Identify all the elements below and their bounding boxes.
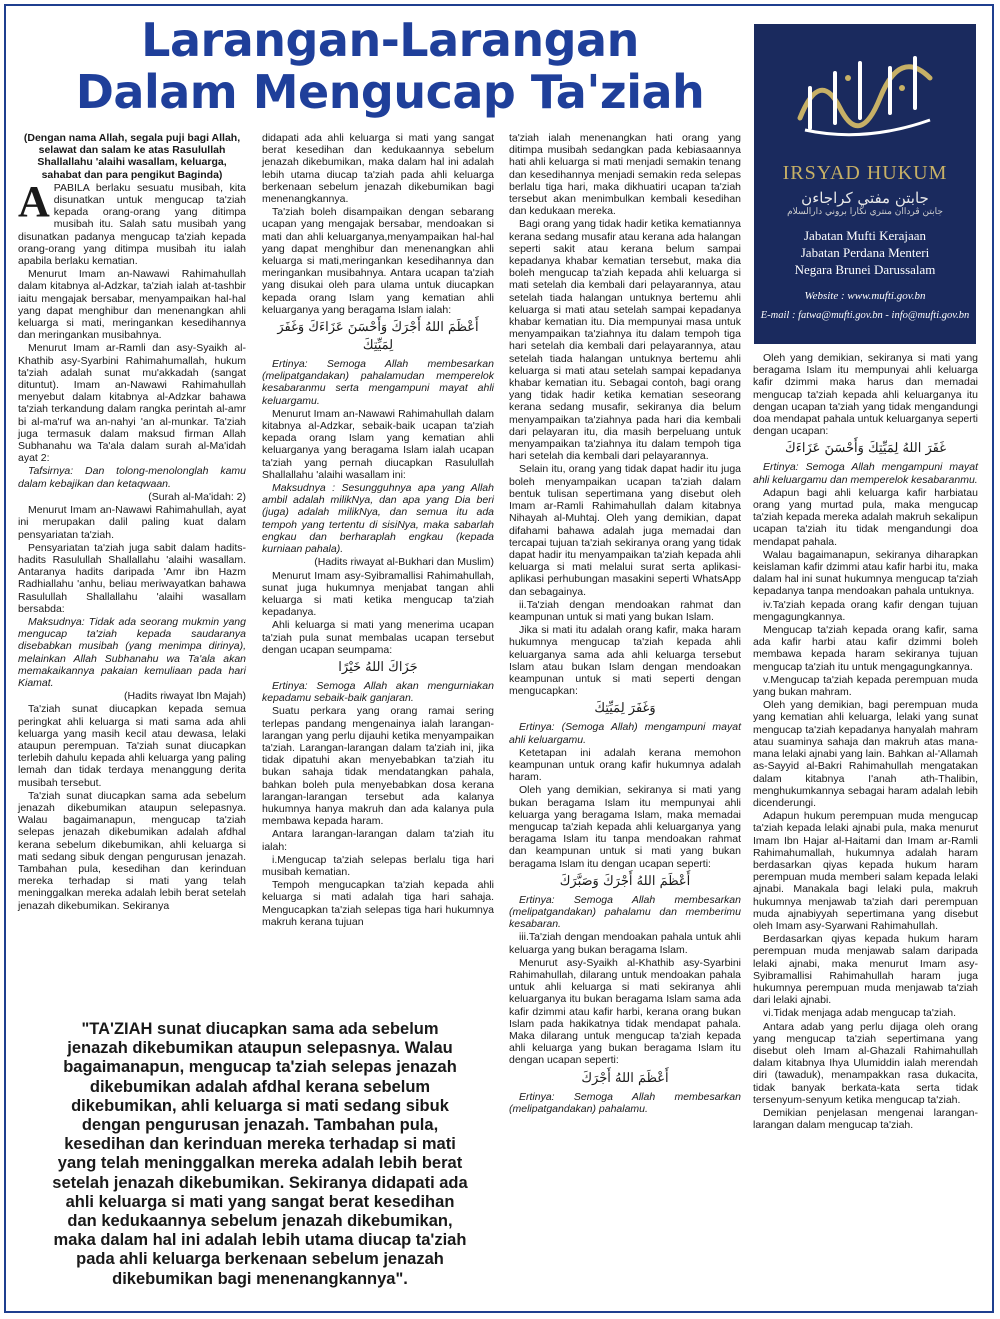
arabic-text: أَعْظَمَ اللهُ أَجْرَكَ وَصَبَّرَكَ	[559, 873, 691, 889]
article-column-3	[509, 132, 741, 1116]
drop-cap: A	[18, 176, 50, 226]
arabic-text: أَعْظَمَ اللهُ أَجْرَكَ	[581, 1070, 669, 1086]
paragraph: Berdasarkan qiyas kepada hukum haram perempuan muda menjawab salam daripada lelaki ajnabi, maka menurut Imam asy-Syibramallisi Rahimahullah haram juga hukumnya perempuan muda menjawab ta'ziah dari lelaki ajnabi.	[753, 933, 978, 1007]
logo-name: IRSYAD HUKUM	[782, 162, 948, 184]
paragraph: Ta'ziah sunat diucapkan kepada semua peringkat ahli keluarga si mati sama ada ahli keluarga yang masih kecil atau dewasa, lelaki ataupun perempuan. Ta'ziah sunat diucapkan terlebih dahulu kepada ahli keluarga yang paling lemah dan tidak terdaya menanggung derita musibah tersebut.	[18, 703, 246, 789]
citation: (Hadits riwayat Ibn Majah)	[124, 690, 246, 703]
paragraph: Demikian penjelasan mengenai larangan-larangan dalam mengucap ta'ziah.	[753, 1106, 978, 1132]
arabic-text: وَغَفَرَ لِمَيِّتِكَ	[594, 701, 656, 717]
translation: Ertinya: Semoga Allah membesarkan (melipatgandakan) pahalamudan memperelok kesabaranmu serta mengampuni mayat ahli keluargamu.	[262, 358, 494, 407]
calligraphy-logo-icon	[754, 44, 976, 142]
translation: Ertinya: (Semoga Allah) mengampuni mayat ahli keluargamu.	[509, 721, 741, 746]
logo-jawi-sub: جابتن ڤرداان منتري نڬارا بروني دارالسلام	[787, 207, 943, 217]
article-column-4	[753, 352, 978, 1132]
paragraph: Menurut Imam asy-Syibramallisi Rahimahullah, sunat juga hukumnya menjabat tangan ahli keluarga si mati ketika mengucap ta'ziah kepadanya.	[262, 569, 494, 619]
paragraph: Ketetapan ini adalah kerana memohon keampunan untuk orang kafir hukumnya adalah haram.	[509, 746, 741, 784]
paragraph: Oleh yang demikian, sekiranya si mati yang beragama Islam itu mempunyai ahli keluarga kafir dzimmi maka harus dan memadai mengucap ta'ziah kepada ahli keluarganya itu dengan ucapan ta'ziah yang tidak mengandungi doa mendapat pahala untuk keluarganya seperti dengan ucapan:	[753, 352, 978, 438]
citation: (Hadits riwayat al-Bukhari dan Muslim)	[314, 556, 494, 569]
paragraph: Menurut Imam ar-Ramli dan asy-Syaikh al-Khathib asy-Syarbini Rahimahumallah, hukum ta'ziah adalah sunat mu'akkadah (sangat dituntut). Imam an-Nawawi Rahimahullah menyebut dalam kitabnya al-Adzkar bahawa ta'ziah terkandung dalam rangka perintah al-amr bi al-ma'ruf wa an-nahyi 'an al-munkar. Ta'ziah juga termasuk dalam maksud firman Allah Subhanahu wa Ta'ala dalam surah al-Ma'idah ayat 2:	[18, 342, 246, 465]
logo-website-link[interactable]: Website : www.mufti.gov.bn	[804, 290, 926, 302]
logo-jawi: جابتن مفتي كراجاءن	[801, 189, 929, 207]
translation: Ertinya: Semoga Allah membesarkan (melipatgandakan) pahalamu dan memberimu kesabaran.	[509, 893, 741, 931]
paragraph: Selain itu, orang yang tidak dapat hadir itu juga boleh menyampaikan ucapan ta'ziah dalam bentuk tulisan sepertimana yang disebut oleh Imam ar-Ramli Rahimahullah dalam kitabnya Nihayah al-Muhtaj. Oleh yang demikian, dapat difahami bahawa adalah juga memadai dan tercapai tujuan ta'ziah sekiranya orang yang tidak dapat hadir itu menyampaikan ta'ziah kepada ahli keluarga si mati melalui surat serta aplikasi-aplikasi perhubungan masakini seperti WhatsApp dan sebagainya.	[509, 463, 741, 598]
hadith-translation: Maksudnya : Sesungguhnya apa yang Allah ambil adalah milikNya, dan apa yang Dia beri (juga) adalah milikNya, dan semua itu ada tempoh yang tertentu di sisiNya, maka sabarlah engkau dan berharaplah engkau (kepada kurniaan pahala).	[262, 482, 494, 556]
title-line-2: Dalam Mengucap Ta'ziah	[75, 65, 705, 119]
org-line-3: Negara Brunei Darussalam	[794, 262, 936, 277]
arabic-text: غَفَرَ اللهُ لِمَيِّتِكَ وَأَحْسَنَ عَزَاءَكَ	[785, 441, 946, 457]
translation: Ertinya: Semoga Allah mengampuni mayat ahli keluargamu dan memperelok kesabaranmu.	[753, 461, 978, 486]
paragraph: Suatu perkara yang orang ramai sering terlepas pandang mengenainya ialah larangan-larangan yang perlu dijauhi ketika menyampaikan ta'ziah. Larangan-larangan dalam ta'ziah ini, jika tidak dipatuhi akan menyebabkan ta'ziah itu bukan sahaja tidak mendatangkan pahala, bahkan boleh pula menyebabkan dosa kerana larangan-larangan tersebut ada kalanya hukumnya hanya makruh dan ada kalanya pula membawa kepada haram.	[262, 705, 494, 828]
subheading: iv.Ta'ziah kepada orang kafir dengan tujuan mengagungkannya.	[753, 598, 978, 623]
paragraph: Oleh yang demikian, sekiranya si mati yang bukan beragama Islam itu mempunyai ahli keluarga yang beragama Islam, maka memadai mengucap ta'ziah kepada ahli keluarganya yang beragama Islam itu tanpa mendoakan rahmat dan keampunan untuk si mati yang bukan beragama Islam itu dengan ucapan seperti:	[509, 784, 741, 870]
subheading: v.Mengucap ta'ziah kepada perempuan muda yang bukan mahram.	[753, 673, 978, 699]
paragraph: Adapun hukum perempuan muda mengucap ta'ziah kepada lelaki ajnabi pula, maka menurut Imam Ibn Hajar al-Haitami dan Imam ar-Ramli Rahimahumallah, hukumnya adalah haram berdasarkan qiyas kepada hukum haram perempuan muda memberi salam kepada lelaki ajnabi. Manakala bagi lelaki pula, makruh hukumnya menjawab ta'ziah dari perempuan muda ajnabiyyah sepertimana yang disebut oleh Imam asy-Syarwani Rahimahullah.	[753, 810, 978, 932]
translation: Ertinya: Semoga Allah membesarkan (melipatgandakan) pahalamu.	[509, 1090, 741, 1115]
paragraph: Pensyariatan ta'ziah juga sabit dalam hadits-hadits Rasulullah Shallallahu 'alaihi wasallam. Antaranya hadits daripada 'Amr ibn Hazm Radhiallahu 'anhu, beliau meriwayatkan bahawa Rasulullah Shallallahu 'alaihi wasallam bersabda:	[18, 541, 246, 615]
paragraph: Ta'ziah sunat diucapkan sama ada sebelum jenazah dikebumikan ataupun selepasnya. Walau bagaimanapun, mengucap ta'ziah selepas jenazah dikebumikan adalah afdhal kerana sebelum dikebumikan, ahli keluarga si mati sedang sibuk dengan pengurusan jenazah. Tambahan pula, kesedihan dan kerinduan mereka terhadap si mati yang telah meninggalkan mereka adalah lebih berat setelah jenazah dikebumikan. Sekiranya	[18, 789, 246, 912]
subheading: iii.Ta'ziah dengan mendoakan pahala untuk ahli keluarga yang bukan beragama Islam.	[509, 931, 741, 956]
paragraph: Ahli keluarga si mati yang menerima ucapan ta'ziah pula sunat membalas ucapan tersebut dengan ucapan seumpama:	[262, 619, 494, 656]
pull-quote: "TA'ZIAH sunat diucapkan sama ada sebelum jenazah dikebumikan ataupun selepasnya. Walau bagaimanapun, mengucap ta'ziah selepas jenazah dikebumikan adalah afdhal kerana sebelum dikebumikan, ahli keluarga si mati sedang sibuk dengan pengurusan jenazah. Tambahan pula, kesedihan dan kerinduan mereka terhadap si mati yang telah meninggalkan mereka adalah lebih berat setelah jenazah dikebumikan. Sekiranya didapati ada ahli keluarga si mati yang sangat berat kesedihan dan kedukaannya sebelum jenazah dikebumikan, maka dalam hal ini adalah lebih utama diucap ta'ziah pada ahli keluarga berkenaan sebelum jenazah dikebumikan bagi menenangkannya".	[52, 1020, 468, 1288]
org-line-1: Jabatan Mufti Kerajaan	[803, 228, 926, 243]
paragraph: Bagi orang yang tidak hadir ketika kematiannya kerana sedang musafir atau kerana ada halangan seperti sakit atau kerana belum sampai kepadanya khabar kematian tersebut, maka dia boleh mengucap ta'ziah kepada ahli keluarga si mati setelah dia kembali dari pelayarannya, atau setelah tiada halangan untuknya bertemu ahli keluarga si mati atau setelah sampai kepadanya khabar kematian itu. Dia mempunyai masa untuk menyampaikan ta'ziahnya itu dalam tempoh tiga hari setelah dia kembali dari pelayarannya, atau setelah tiada halangan untuknya bertemu ahli keluarga si mati atau setelah sampai kepadanya khabar kematian itu. Sebagai contoh, bagi orang yang tidak hadir ketika kematian seseorang kerana sedang musafir, sekiranya dia belum menyampaikan ta'ziahnya pada hari dia kembali dari pelayaran itu, dia masih berpeluang untuk menyampaikan ta'ziahnya itu dalam tempoh tiga hari setelah dia kembali dari pelayarannya.	[509, 218, 741, 463]
paragraph: Jika si mati itu adalah orang kafir, maka haram hukumnya mengucap ta'ziah kepada ahli keluarganya sama ada ahli keluarga tersebut Islam atau bukan Islam dengan mendoakan keampunan untuk si mati seperti dengan mengucapkan:	[509, 624, 741, 698]
paragraph: Oleh yang demikian, bagi perempuan muda yang kematian ahli keluarga, lelaki yang sunat mengucap ta'ziah kepadanya hanyalah mahram atau suaminya sahaja dan makruh atas mana-mana lelaki ajnabi yang lain. Bahkan al-'Allamah as-Sayyid al-Bakri Rahimahullah mengatakan dalam kitabnya I'anah ath-Thalibin, menghukumkannya sebagai haram adalah lebih dicenderungi.	[753, 699, 978, 809]
subheading: vi.Tidak menjaga adab mengucap ta'ziah.	[763, 1007, 957, 1020]
paragraph: Tempoh mengucapkan ta'ziah kepada ahli keluarga si mati adalah tiga hari sahaja. Mengucapkan ta'ziah selepas tiga hari hukumnya makruh kerana tujuan	[262, 879, 494, 928]
article-column-2	[262, 132, 494, 929]
paragraph: Walau bagaimanapun, sekiranya diharapkan keislaman kafir dzimmi atau kafir harbi itu, maka dalam hal ini sunat hukumnya mengucap ta'ziah kepadanya tanpa mendoakan pahala untuknya.	[753, 548, 978, 598]
title-line-1: Larangan-Larangan	[141, 13, 639, 67]
irsyad-hukum-logo	[754, 24, 976, 344]
paragraph: Antara adab yang perlu dijaga oleh orang yang mengucap ta'ziah sepertimana yang disebut oleh Imam al-Ghazali Rahimahullah dalam kitabnya Ihya Ulumiddin ialah merendah diri (tawaduk), menampakkan rasa dukacita, tidak banyak berkata-kata serta tidak tersenyum-senyum ketika mengucap ta'ziah.	[753, 1020, 978, 1106]
paragraph: Menurut Imam an-Nawawi Rahimahullah dalam kitabnya al-Adzkar, sebaik-baik ucapan ta'ziah kepada orang Islam yang kematian ahli keluarganya yang beragama Islam ialah ucapan ta'ziah yang pernah diucapkan Rasulullah Shallallahu 'alaihi wasallam ini:	[262, 407, 494, 481]
paragraph: Antara larangan-larangan dalam ta'ziah itu ialah:	[262, 828, 494, 853]
subheading: ii.Ta'ziah dengan mendoakan rahmat dan keampunan untuk si mati yang bukan Islam.	[509, 598, 741, 623]
logo-email-link[interactable]: E-mail : fatwa@mufti.gov.bn - info@mufti.gov.bn	[760, 310, 970, 321]
hadith-translation: Maksudnya: Tidak ada seorang mukmin yang mengucap ta'ziah kepada saudaranya disebabkan musibah (yang menimpa dirinya), melainkan Allah Subhanahu wa Ta'ala akan memakaikannya pakaian kemuliaan pada hari Kiamat.	[18, 615, 246, 689]
paragraph: Mengucap ta'ziah kepada orang kafir, sama ada kafir harbi atau kafir dzimmi boleh membawa kepada haram sekiranya tujuan mengucap ta'ziah itu untuk mengagungkannya.	[753, 624, 978, 673]
subheading: i.Mengucap ta'ziah selepas berlalu tiga hari musibah kematian.	[262, 853, 494, 878]
paragraph: APABILA berlaku sesuatu musibah, kita disunatkan untuk mengucap ta'ziah kepada orang-orang yang ditimpa musibah itu. Salah satu musibah yang disunatkan padanya mengucap ta'ziah kepada orang-orang yang ditimpa musibah itu ialah apabila berlaku kematian.	[18, 176, 246, 268]
intro-paragraph: (Dengan nama Allah, segala puji bagi Allah, selawat dan salam ke atas Rasulullah Shallallahu 'alaihi wasallam, keluarga, sahabat dan para pengikut Baginda)	[23, 132, 241, 181]
translation: Ertinya: Semoga Allah akan mengurniakan kepadamu sebaik-baik ganjaran.	[262, 679, 494, 705]
paragraph: Menurut Imam an-Nawawi Rahimahullah, ayat ini merupakan dalil paling kuat dalam pensyariatan ta'ziah.	[18, 504, 246, 541]
paragraph: Ta'ziah boleh disampaikan dengan sebarang ucapan yang mengajak bersabar, mendoakan si mati dan ahli keluarganya,menyampaikan hal-hal yang dapat menghibur dan menenangkan ahli keluarga si mati,meringankan kesedihannya dan meringankan musibahnya. Antara ucapan ta'ziah yang disukai oleh para ulama untuk diucapkan kepada orang Islam yang kematian ahli keluarganya yang beragama Islam ialah:	[262, 206, 494, 316]
citation: (Surah al-Ma'idah: 2)	[148, 490, 246, 503]
paragraph: Menurut Imam an-Nawawi Rahimahullah dalam kitabnya al-Adzkar, ta'ziah ialah at-tashbir iaitu mengajak bersabar, menyampaikan hal-hal yang dapat menghibur dan menenangkan ahli keluarga si mati, meringankan kesedihannya dan meringankan musibahnya.	[18, 268, 246, 342]
arabic-text: أَعْظَمَ اللهُ أَجْرَكَ وَأَحْسَنَ عَزَاءَكَ وَغَفَرَ لِمَيِّتِكَ	[277, 320, 479, 354]
logo-org	[754, 227, 976, 278]
page-title	[40, 14, 740, 118]
paragraph: didapati ada ahli keluarga si mati yang sangat berat kesedihan dan kedukaannya sebelum jenazah dikebumikan, maka dalam hal ini adalah lebih utama diucap ta'ziah pada ahli keluarga berkenaan sebelum jenazah dikebumikan bagi menenangkannya.	[262, 132, 494, 206]
paragraph: Menurut asy-Syaikh al-Khathib asy-Syarbini Rahimahullah, dilarang untuk mendoakan pahala untuk ahli keluarga si mati sekiranya ahli keluarganya itu bukan beragama Islam sama ada kafir dzimmi atau kafir harbi, kerana orang bukan Islam pada hakikatnya tidak mendapat pahala. Maka dilarang untuk mengucap ta'ziah kepada ahli keluarga yang bukan beragama Islam itu dengan ucapan seperti:	[509, 956, 741, 1067]
paragraph: ta'ziah ialah menenangkan hati orang yang ditimpa musibah sedangkan pada kebiasaannya hati ahli keluarga si mati menjadi semakin tenang dan kesedihannya menjadi semakin reda selepas berlalu tiga hari, maka dikhuatiri ucapan ta'ziah tersebut akan menimbulkan kembali kesedihan dan kedukaan mereka.	[509, 132, 741, 218]
org-line-2: Jabatan Perdana Menteri	[800, 245, 930, 260]
arabic-text: جَزَاكَ اللهُ خَيْرًا	[338, 659, 418, 675]
article-column-1	[18, 132, 246, 913]
tafsir-paragraph: Tafsirnya: Dan tolong-menolonglah kamu dalam kebajikan dan ketaqwaan.	[18, 465, 246, 490]
paragraph: Adapun bagi ahli keluarga kafir harbiatau orang yang murtad pula, maka mengucap ta'ziah kepada mereka adalah makruh sekalipun ucapan ta'ziah itu tidak mengandungi doa mendapat pahala.	[753, 486, 978, 548]
